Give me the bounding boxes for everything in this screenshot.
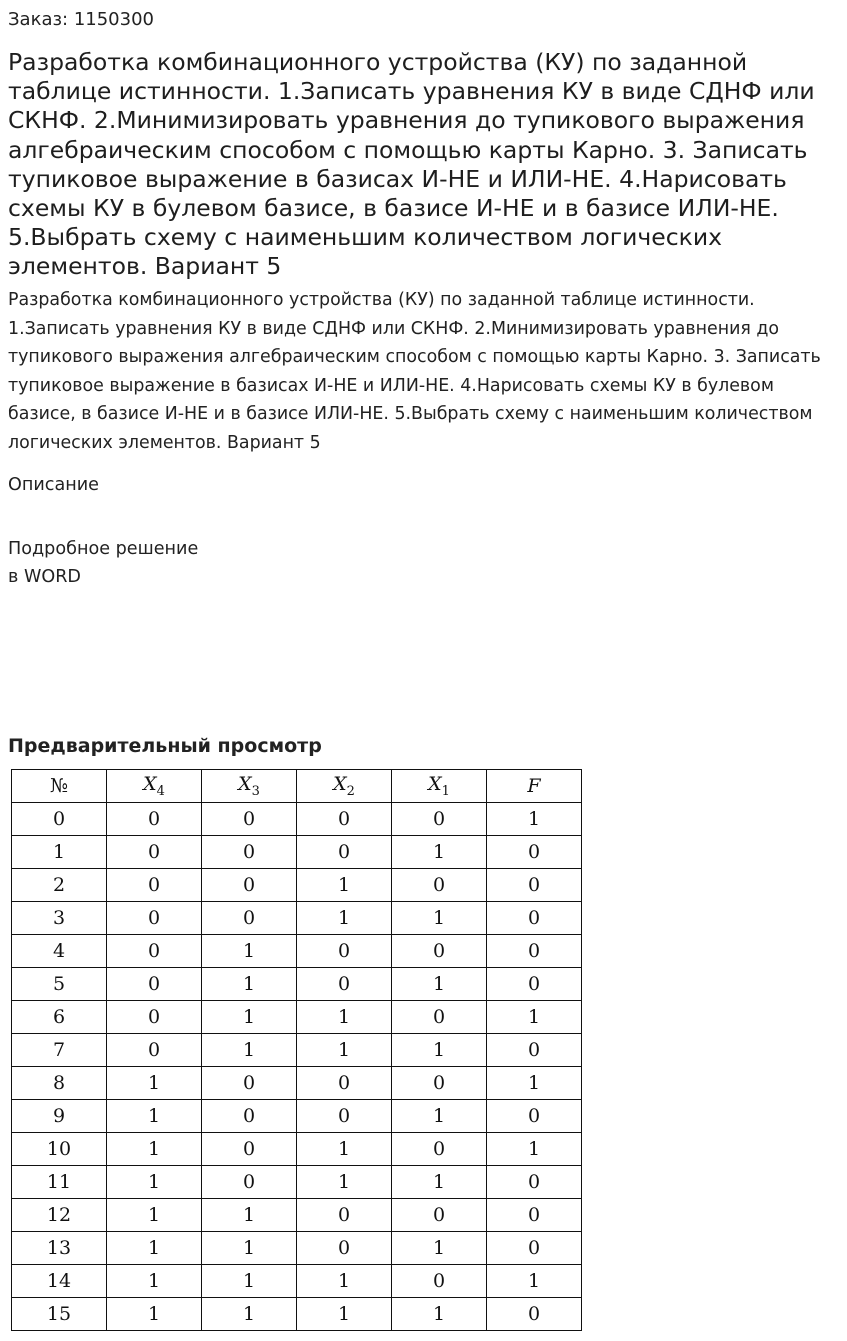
- table-row: [12, 1166, 582, 1199]
- header-cell-x3: $X_3$: [202, 770, 297, 803]
- table-cell: 0: [392, 1265, 487, 1298]
- table-cell: 1: [202, 1034, 297, 1067]
- page-title: Разработка комбинационного устройства (КУ) по заданной таблице истинности. 1.Записать уравнения КУ в виде СДНФ или СКНФ. 2.Минимизировать уравнения до тупикового выражения алгебраическим способом с помощью карты Карно. 3. Записать тупиковое выражение в базисах И-НЕ и ИЛИ-НЕ. 4.Нарисовать схемы КУ в булевом базисе, в базисе И-НЕ и в базисе ИЛИ-НЕ. 5.Выбрать схему с наименьшим количеством логических элементов. Вариант 5: [8, 48, 815, 281]
- table-cell: 0: [392, 869, 487, 902]
- table-row: [12, 1298, 582, 1331]
- table-cell: 1: [107, 1100, 202, 1133]
- table-cell: 1: [107, 1298, 202, 1331]
- table-cell: 0: [487, 1232, 582, 1265]
- table-cell: 0: [12, 803, 107, 836]
- table-cell: 0: [487, 1100, 582, 1133]
- table-cell: 4: [12, 935, 107, 968]
- table-cell: 0: [487, 1199, 582, 1232]
- table-cell: 0: [297, 803, 392, 836]
- header-row: [12, 770, 582, 803]
- truth-table-header: [12, 770, 582, 803]
- table-cell: 1: [487, 1265, 582, 1298]
- table-cell: 1: [487, 803, 582, 836]
- table-cell: 0: [297, 1067, 392, 1100]
- table-cell: 0: [107, 902, 202, 935]
- table-row: [12, 1232, 582, 1265]
- table-cell: 0: [202, 869, 297, 902]
- table-row: [12, 1199, 582, 1232]
- table-cell: 0: [297, 1100, 392, 1133]
- table-cell: 0: [297, 1232, 392, 1265]
- table-cell: 1: [107, 1133, 202, 1166]
- table-cell: 1: [202, 1265, 297, 1298]
- table-cell: 0: [487, 1166, 582, 1199]
- table-row: [12, 1001, 582, 1034]
- table-cell: 1: [202, 1001, 297, 1034]
- order-number: Заказ: 1150300: [8, 9, 154, 30]
- table-cell: 12: [12, 1199, 107, 1232]
- description-line: в WORD: [8, 567, 81, 587]
- table-cell: 1: [202, 968, 297, 1001]
- truth-table-body: [12, 803, 582, 1331]
- table-cell: 1: [107, 1067, 202, 1100]
- table-cell: 1: [392, 1166, 487, 1199]
- table-cell: 1: [107, 1265, 202, 1298]
- table-cell: 0: [392, 803, 487, 836]
- table-cell: 9: [12, 1100, 107, 1133]
- table-cell: 1: [297, 1298, 392, 1331]
- table-cell: 0: [107, 1001, 202, 1034]
- header-cell-f: F: [487, 770, 582, 803]
- header-cell-x2: $X_2$: [297, 770, 392, 803]
- table-cell: 0: [487, 968, 582, 1001]
- table-cell: 1: [392, 1100, 487, 1133]
- table-cell: 1: [297, 1166, 392, 1199]
- table-cell: 1: [297, 902, 392, 935]
- table-cell: 1: [297, 1034, 392, 1067]
- table-cell: 0: [487, 1298, 582, 1331]
- table-cell: 0: [487, 935, 582, 968]
- table-cell: 0: [487, 836, 582, 869]
- table-cell: 1: [487, 1133, 582, 1166]
- table-cell: 0: [392, 935, 487, 968]
- table-row: [12, 968, 582, 1001]
- table-row: [12, 1265, 582, 1298]
- table-row: [12, 803, 582, 836]
- table-cell: 1: [297, 869, 392, 902]
- table-cell: 5: [12, 968, 107, 1001]
- table-row: [12, 1100, 582, 1133]
- table-cell: 1: [107, 1166, 202, 1199]
- table-cell: 3: [12, 902, 107, 935]
- table-cell: 0: [297, 968, 392, 1001]
- description-body: [8, 535, 198, 591]
- table-cell: 1: [202, 1298, 297, 1331]
- table-cell: 0: [107, 869, 202, 902]
- preview-heading: Предварительный просмотр: [8, 735, 322, 757]
- table-cell: 0: [487, 902, 582, 935]
- table-row: [12, 1034, 582, 1067]
- table-cell: 1: [487, 1067, 582, 1100]
- table-cell: 0: [487, 869, 582, 902]
- header-cell-x4: $X_4$: [107, 770, 202, 803]
- table-row: [12, 869, 582, 902]
- table-cell: 0: [202, 1100, 297, 1133]
- table-cell: 0: [392, 1001, 487, 1034]
- table-cell: 0: [107, 1034, 202, 1067]
- table-cell: 0: [202, 1133, 297, 1166]
- table-cell: 0: [297, 836, 392, 869]
- table-cell: 1: [107, 1232, 202, 1265]
- table-cell: 11: [12, 1166, 107, 1199]
- table-cell: 13: [12, 1232, 107, 1265]
- table-cell: 0: [202, 902, 297, 935]
- table-cell: 0: [202, 803, 297, 836]
- table-cell: 0: [297, 935, 392, 968]
- table-cell: 1: [12, 836, 107, 869]
- table-cell: 1: [297, 1265, 392, 1298]
- table-cell: 0: [487, 1034, 582, 1067]
- table-cell: 1: [202, 935, 297, 968]
- description-heading: Описание: [8, 475, 100, 495]
- table-cell: 0: [107, 803, 202, 836]
- table-cell: 15: [12, 1298, 107, 1331]
- table-cell: 1: [202, 1232, 297, 1265]
- table-row: [12, 1133, 582, 1166]
- table-cell: 1: [202, 1199, 297, 1232]
- description-line: Подробное решение: [8, 539, 199, 559]
- table-cell: 0: [202, 1166, 297, 1199]
- table-cell: 14: [12, 1265, 107, 1298]
- table-cell: 1: [392, 836, 487, 869]
- table-cell: 0: [202, 836, 297, 869]
- table-row: [12, 1067, 582, 1100]
- table-cell: 6: [12, 1001, 107, 1034]
- table-cell: 1: [392, 1034, 487, 1067]
- table-cell: 0: [392, 1133, 487, 1166]
- table-cell: 0: [202, 1067, 297, 1100]
- table-cell: 2: [12, 869, 107, 902]
- table-cell: 1: [392, 1232, 487, 1265]
- table-cell: 0: [107, 836, 202, 869]
- header-cell-number: №: [12, 770, 107, 803]
- table-cell: 1: [392, 1298, 487, 1331]
- task-summary: Разработка комбинационного устройства (КУ) по заданной таблице истинности. 1.Записать уравнения КУ в виде СДНФ или СКНФ. 2.Минимизировать уравнения до тупикового выражения алгебраическим способом с помощью карты Карно. 3. Записать тупиковое выражение в базисах И-НЕ и ИЛИ-НЕ. 4.Нарисовать схемы КУ в булевом базисе, в базисе И-НЕ и в базисе ИЛИ-НЕ. 5.Выбрать схему с наименьшим количеством логических элементов. Вариант 5: [8, 290, 821, 453]
- table-cell: 0: [392, 1199, 487, 1232]
- table-cell: 7: [12, 1034, 107, 1067]
- table-cell: 1: [487, 1001, 582, 1034]
- table-cell: 0: [392, 1067, 487, 1100]
- table-row: [12, 836, 582, 869]
- table-cell: 1: [392, 902, 487, 935]
- table-cell: 0: [297, 1199, 392, 1232]
- truth-table: [11, 769, 582, 1331]
- table-row: [12, 902, 582, 935]
- header-cell-x1: $X_1$: [392, 770, 487, 803]
- table-cell: 0: [107, 968, 202, 1001]
- table-cell: 0: [107, 935, 202, 968]
- table-cell: 10: [12, 1133, 107, 1166]
- table-cell: 1: [392, 968, 487, 1001]
- table-cell: 1: [107, 1199, 202, 1232]
- table-cell: 1: [297, 1001, 392, 1034]
- table-cell: 1: [297, 1133, 392, 1166]
- table-cell: 8: [12, 1067, 107, 1100]
- table-row: [12, 935, 582, 968]
